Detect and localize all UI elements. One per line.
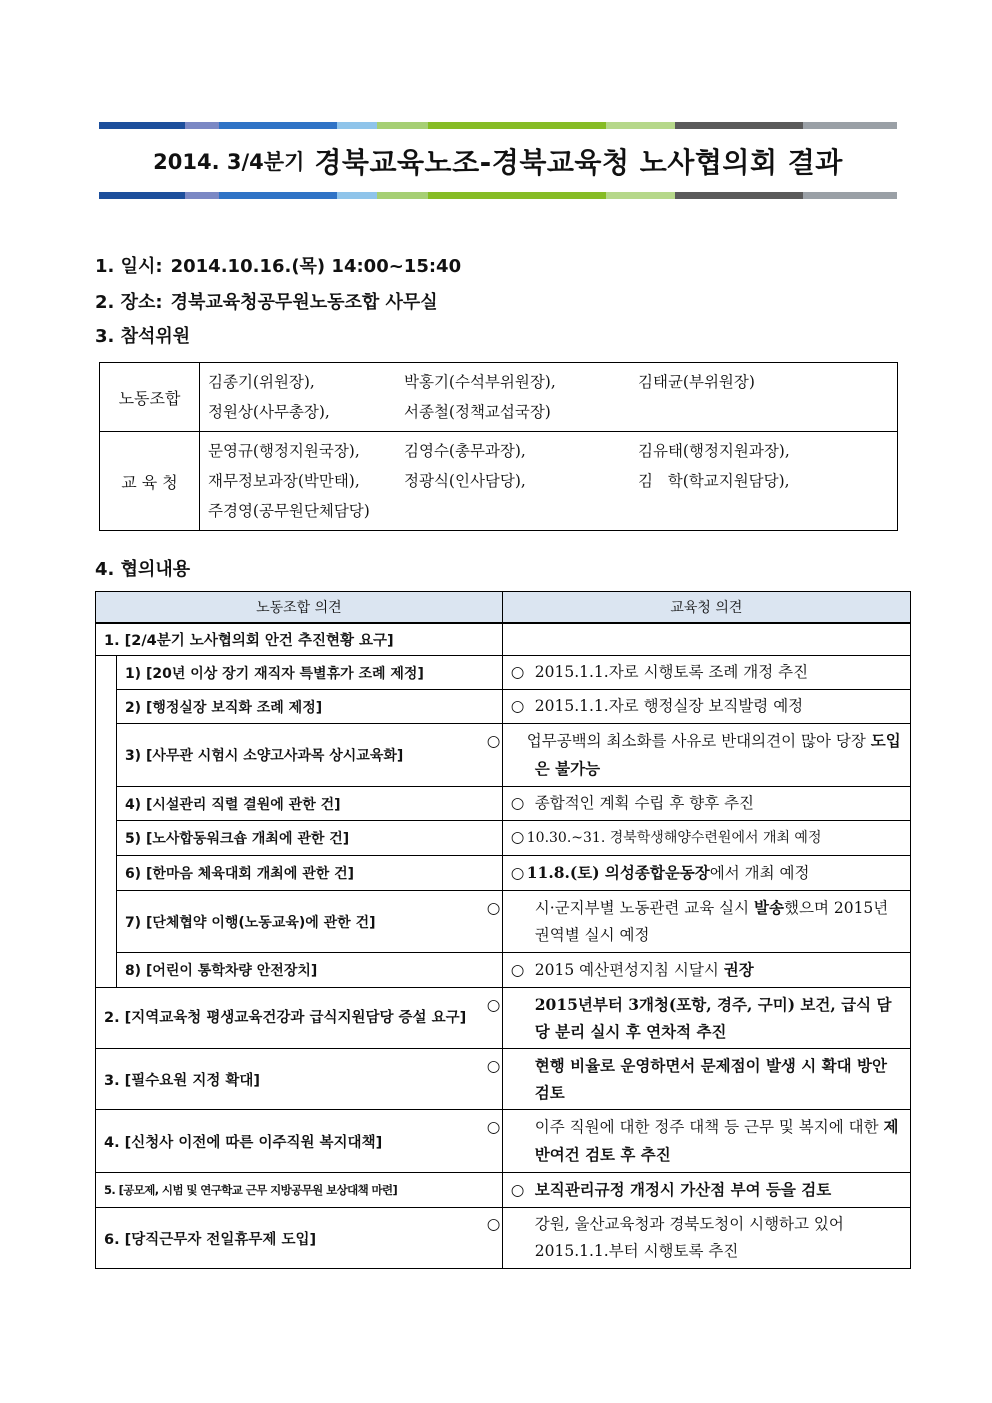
reply-wrap (486, 727, 902, 783)
table-row (96, 988, 911, 1049)
name: 김종기(위원장), (208, 373, 315, 391)
circle-bullet: ○ (486, 1118, 501, 1136)
item1-reply-empty (502, 623, 910, 656)
color-bar-segment (675, 122, 803, 129)
color-bar-segment (428, 192, 606, 199)
name-line (208, 466, 891, 496)
reply-text: 보직관리규정 개정시 가산점 부여 등을 검토 (534, 1180, 832, 1199)
color-bar-segment (185, 192, 219, 199)
document-title (99, 129, 897, 192)
reply-wrap (486, 1113, 902, 1169)
name: 재무정보과장(박만태), (208, 472, 360, 490)
table-header-row (96, 592, 911, 623)
table-row (96, 1049, 911, 1110)
table-row (96, 1110, 911, 1173)
attendees-table (99, 362, 898, 531)
top-color-bar (99, 122, 897, 129)
office-reply (486, 891, 910, 953)
color-bar-segment (337, 192, 377, 199)
table-row (96, 856, 911, 891)
sub-item-label: 8) [어린이 통학차량 안전장치] (116, 953, 502, 988)
reply-text: 했으며 2015년 권역별 실시 예정 (534, 899, 889, 944)
reply-wrap (486, 894, 902, 949)
item6-title: 6. [당직근무자 전일휴무제 도입] (96, 1208, 503, 1269)
reply-text: 업무공백의 최소화를 사유로 반대의견이 많아 당장 (526, 732, 871, 750)
color-bar-segment (219, 192, 337, 199)
color-bar-segment (675, 192, 803, 199)
color-bar-segment (606, 192, 675, 199)
item3-title: 3. [필수요원 지정 확대] (96, 1049, 503, 1110)
reply-emphasis: 도입은 불가능 (534, 731, 901, 778)
office-reply (502, 787, 910, 821)
sub-item-label: 6) [한마음 체육대회 개최에 관한 건] (116, 856, 502, 891)
reply-text: 10.30.~31. 경북학생해양수련원에서 개최 예정 (526, 830, 822, 846)
item1-title: 1. [2/4분기 노사협의회 안건 추진현황 요구] (96, 623, 503, 656)
color-bar-segment (185, 122, 219, 129)
circle-bullet: ○ (510, 794, 525, 812)
color-bar-segment (99, 122, 185, 129)
circle-bullet: ○ (486, 1215, 501, 1233)
consultation-table (95, 591, 911, 1269)
title-prefix: 2014. 3/4분기 (153, 149, 305, 174)
reply-text: 에서 개최 예정 (709, 864, 810, 882)
color-bar-segment (99, 192, 185, 199)
col-office-header: 교육청 의견 (502, 592, 910, 623)
color-bar-segment (377, 122, 428, 129)
name-line (208, 397, 891, 427)
name-line (208, 496, 891, 526)
reply-text: 종합적인 계획 수립 후 향후 추진 (534, 794, 755, 812)
item2-title: 2. [지역교육청 평생교육건강과 급식지원담당 증설 요구] (96, 988, 503, 1049)
name: 김태균(부위원장) (638, 373, 755, 391)
place-value: 경북교육청공무원노동조합 사무실 (170, 292, 438, 313)
reply-emphasis: 11.8.(토) 의성종합운동장 (526, 863, 710, 882)
office-reply (502, 953, 910, 988)
title-main: 경북교육노조-경북교육청 노사협의회 결과 (314, 145, 843, 179)
reply-text: 2015.1.1.자로 행정실장 보직발령 예정 (534, 697, 804, 715)
name: 정원상(사무총장), (208, 403, 330, 421)
table-row (96, 623, 911, 656)
office-reply (486, 1208, 910, 1269)
reply-text: 2015.1.1.자로 시행토록 조례 개정 추진 (534, 663, 809, 681)
office-label: 교 육 청 (100, 432, 200, 531)
name-line (208, 436, 891, 466)
reply-wrap (486, 1052, 902, 1106)
office-reply (502, 1173, 910, 1208)
reply-wrap (486, 1211, 902, 1265)
table-row (96, 787, 911, 821)
col-union-header: 노동조합 의견 (96, 592, 503, 623)
table-row (96, 953, 911, 988)
color-bar-segment (428, 122, 606, 129)
name: 문영규(행정지원국장), (208, 442, 360, 460)
union-row (100, 363, 898, 432)
circle-bullet: ○ (510, 961, 525, 979)
circle-bullet: ○ (510, 1181, 525, 1199)
union-label: 노동조합 (100, 363, 200, 432)
indent-cell (96, 656, 117, 988)
bottom-color-bar (99, 192, 897, 199)
name: 정광식(인사담당), (404, 472, 526, 490)
sub-item-label: 5) [노사합동워크숍 개최에 관한 건] (116, 821, 502, 856)
attendees-heading: 3. 참석위원 (95, 326, 191, 347)
item4-title: 4. [신청사 이전에 따른 이주직원 복지대책] (96, 1110, 503, 1173)
place-line (95, 288, 438, 314)
union-names (200, 363, 898, 432)
office-reply (486, 1110, 910, 1173)
sub-item-label: 3) [사무관 시험시 소양고사과목 상시교육화] (116, 724, 502, 787)
circle-bullet: ○ (486, 995, 501, 1014)
sub-item-label: 2) [행정실장 보직화 조례 제정] (116, 690, 502, 724)
table-row (96, 656, 911, 690)
item5-title: 5. [공모제, 시범 및 연구학교 근무 지방공무원 보상대책 마련] (96, 1173, 503, 1208)
reply-emphasis: 발송 (754, 898, 784, 917)
table-row (96, 821, 911, 856)
circle-bullet: ○ (510, 663, 525, 681)
circle-bullet: ○ (486, 732, 501, 750)
reply-text: 현행 비율로 운영하면서 문제점이 발생 시 확대 방안 검토 (534, 1056, 887, 1102)
circle-bullet: ○ (486, 899, 501, 917)
sub-item-label: 7) [단체협약 이행(노동교육)에 관한 건] (116, 891, 502, 953)
reply-text: 강원, 울산교육청과 경북도청이 시행하고 있어 2015.1.1.부터 시행토록 추진 (534, 1215, 844, 1260)
reply-wrap (486, 991, 902, 1045)
color-bar-segment (606, 122, 675, 129)
name: 주경영(공무원단체담당) (208, 502, 370, 520)
sub-item-label: 4) [시설관리 직렬 결원에 관한 건] (116, 787, 502, 821)
date-label: 1. 일시: (95, 256, 163, 277)
circle-bullet: ○ (486, 1056, 501, 1075)
name-line (208, 367, 891, 397)
color-bar-segment (377, 192, 428, 199)
reply-text: 2015년부터 3개청(포항, 경주, 구미) 보건, 급식 담당 분리 실시 후 연차적 추진 (534, 995, 892, 1041)
color-bar-segment (219, 122, 337, 129)
table-row (96, 1208, 911, 1269)
color-bar-segment (803, 192, 897, 199)
reply-text: 시·군지부별 노동관련 교육 실시 (534, 899, 755, 917)
circle-bullet: ○ (510, 828, 525, 846)
circle-bullet: ○ (510, 864, 525, 882)
table-row (96, 891, 911, 953)
office-reply (486, 1049, 910, 1110)
date-value: 2014.10.16.(목) 14:00~15:40 (170, 256, 462, 277)
office-reply (502, 690, 910, 724)
office-row (100, 432, 898, 531)
office-reply (502, 656, 910, 690)
office-reply (502, 856, 910, 891)
place-label: 2. 장소: (95, 292, 163, 313)
name: 김유태(행정지원과장), (638, 442, 790, 460)
date-line (95, 252, 461, 278)
reply-text: 이주 직원에 대한 정주 대책 등 근무 및 복지에 대한 (534, 1118, 884, 1136)
office-reply (486, 988, 910, 1049)
table-row (96, 1173, 911, 1208)
title-block (99, 122, 897, 199)
office-names (200, 432, 898, 531)
name: 박홍기(수석부위원장), (404, 373, 556, 391)
talks-heading: 4. 협의내용 (95, 559, 191, 580)
color-bar-segment (337, 122, 377, 129)
name: 김 학(학교지원담당), (638, 472, 790, 490)
reply-text: 2015 예산편성지침 시달시 (534, 961, 724, 979)
office-reply (486, 724, 910, 787)
name: 김영수(총무과장), (404, 442, 526, 460)
office-reply (502, 821, 910, 856)
reply-emphasis: 제반여건 검토 후 추진 (534, 1117, 899, 1164)
sub-item-label: 1) [20년 이상 장기 재직자 특별휴가 조례 제정] (116, 656, 502, 690)
circle-bullet: ○ (510, 697, 525, 715)
table-row (96, 724, 911, 787)
reply-emphasis: 권장 (723, 960, 754, 979)
color-bar-segment (803, 122, 897, 129)
name: 서종철(정책교섭국장) (404, 403, 551, 421)
table-row (96, 690, 911, 724)
